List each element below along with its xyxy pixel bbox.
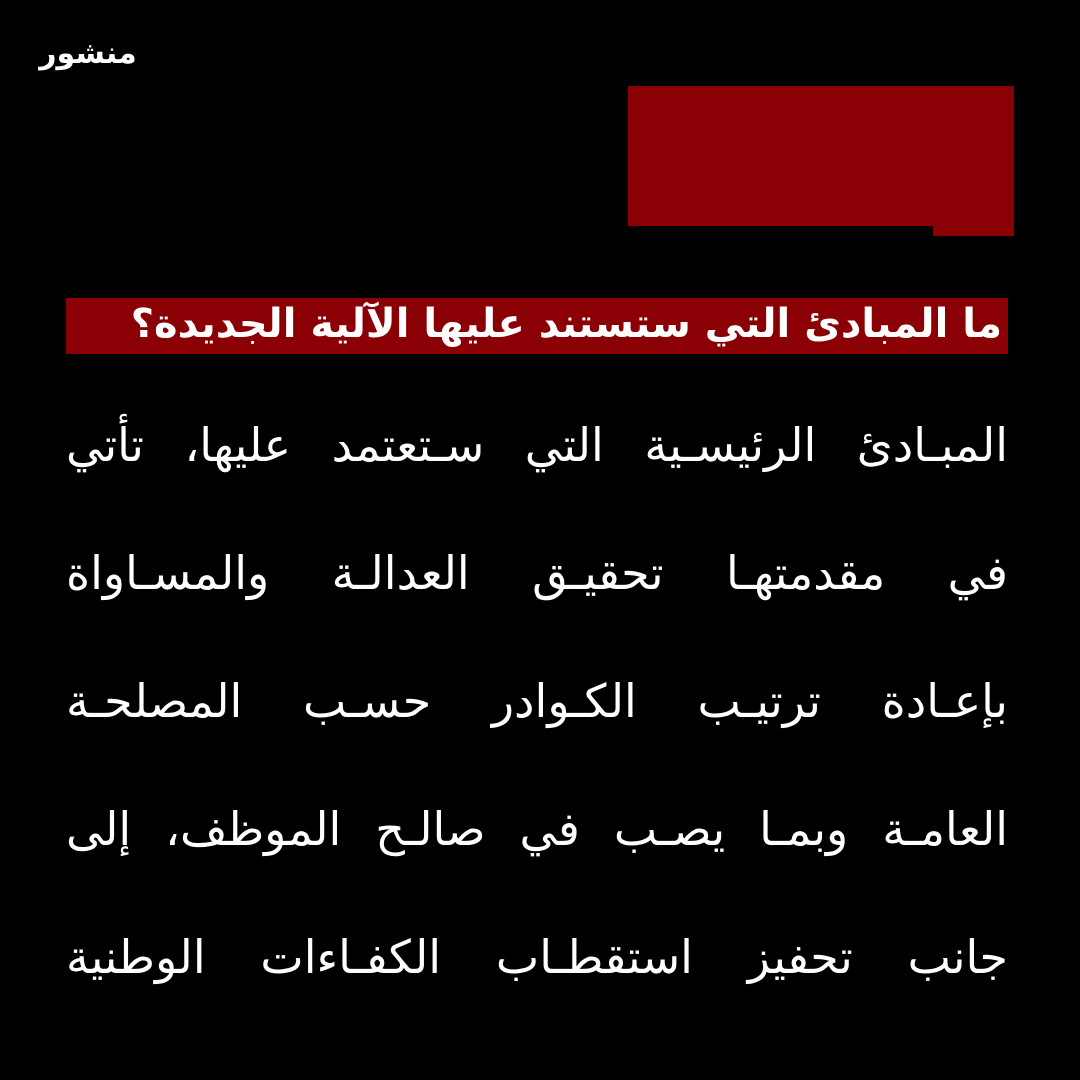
body-line: في مقدمتهـا تحقيـق العدالـة والمسـاواة bbox=[66, 546, 1008, 600]
body-line: بإعـادة ترتيـب الكـوادر حسـب المصلحـة bbox=[66, 674, 1008, 728]
brand-logo: منشور bbox=[39, 36, 137, 71]
body-line: جانب تحفيز استقطـاب الكفـاءات الوطنية bbox=[66, 930, 1008, 984]
decorative-red-block bbox=[628, 86, 1014, 226]
body-line: العامـة وبمـا يصـب في صالـح الموظف، إلى bbox=[66, 802, 1008, 856]
headline-container bbox=[66, 292, 1008, 356]
body-line: المبـادئ الرئيسـية التي سـتعتمد عليها، تأتي bbox=[66, 418, 1008, 472]
body-text bbox=[66, 404, 1008, 1044]
headline-title: ما المبادئ التي ستستند عليها الآلية الجديدة؟ bbox=[130, 301, 1002, 347]
decorative-red-block-tab bbox=[933, 224, 1014, 236]
